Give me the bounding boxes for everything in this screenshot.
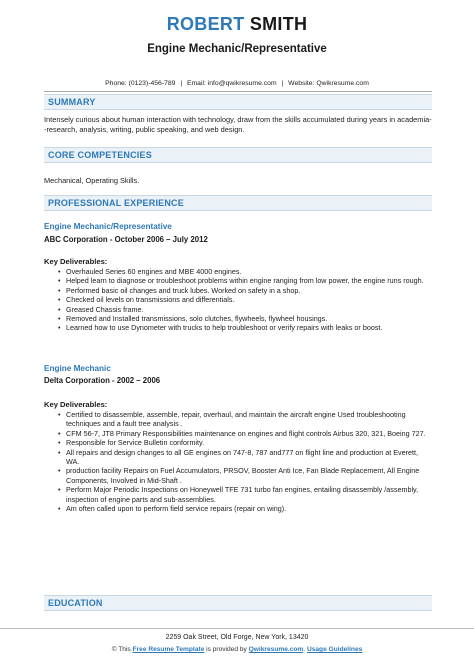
qwikresume-link[interactable]: Qwikresume.com <box>248 646 304 653</box>
list-item: • Greased Chassis frame. <box>44 305 432 314</box>
list-item: • Overhauled Series 60 engines and MBE 4000 engines. <box>44 267 432 276</box>
list-item: • Helped learn to diagnose or troubleshoot problems within engine ranging from low power, the engine runs rough. <box>44 276 432 285</box>
summary-text: Intensely curious about human interaction with technology, draw from the skills accumulated during years in academia--research, analysis, writing, public speaking, and web design. <box>44 115 432 134</box>
list-item: • Certified to disassemble, assemble, repair, overhaul, and maintain the aircraft engine Used troubleshooting techniques and a fault tree analysis . <box>44 410 432 429</box>
list-item: • production facility Repairs on Fuel Accumulators, PRSOV, Booster Anti Ice, Fan Blade Replacement, All Engine Components, Involved in Mid-Shaft . <box>44 466 432 485</box>
header-divider <box>44 91 432 92</box>
list-item: • Performed basic oil changes and truck lubes. Worked on safety in a shop. <box>44 286 432 295</box>
key-deliverables-label: Key Deliverables: <box>44 400 108 409</box>
list-item: • CFM 56-7, JT8 Primary Responsibilities maintenance on engines and flight controls Airbus 320, 321, Boeing 727. <box>44 429 432 438</box>
separator: | <box>180 80 183 87</box>
list-item: • Learned how to use Dynometer with trucks to help troubleshoot or verify repairs with leaks or boost. <box>44 323 432 332</box>
competencies-heading-bar <box>44 147 432 163</box>
job-title: Engine Mechanic/Representative <box>147 43 327 55</box>
phone-text: Phone: (0123)-456-789 <box>105 80 176 87</box>
list-item: • All repairs and design changes to all GE engines on 747-8, 787 and777 on flight line and production at Everett, WA. <box>44 448 432 467</box>
free-template-link[interactable]: Free Resume Template <box>132 646 205 653</box>
job-bullets <box>44 267 432 333</box>
list-item: • Checked oil levels on transmissions and differentials. <box>44 295 432 304</box>
list-item: • Removed and Installed transmissions, solo clutches, flywheels, flywheel housings. <box>44 314 432 323</box>
summary-heading: SUMMARY <box>48 97 96 107</box>
job-company: ABC Corporation - October 2006 – July 2012 <box>44 235 208 244</box>
email-text: Email: info@qwikresume.com <box>186 80 277 87</box>
footer-divider <box>0 628 474 629</box>
summary-heading-bar <box>44 94 432 110</box>
education-heading-bar <box>44 595 432 611</box>
job-company: Delta Corporation - 2002 – 2006 <box>44 376 161 385</box>
separator: | <box>281 80 284 87</box>
website-text: Website: Qwikresume.com <box>288 80 369 87</box>
experience-heading-bar <box>44 195 432 211</box>
job-bullets <box>44 410 432 513</box>
education-heading: EDUCATION <box>48 598 103 608</box>
list-item: • Perform Major Periodic Inspections on Honeywell TFE 731 turbo fan engines, entailing disassembly /assembly, inspection of engine parts and sub-assemblies. <box>44 485 432 504</box>
competencies-text: Mechanical, Operating Skills. <box>44 176 140 185</box>
first-name: ROBERT <box>166 14 245 34</box>
key-deliverables-label: Key Deliverables: <box>44 257 108 266</box>
copyright-text: © This <box>111 646 131 653</box>
list-item: • Responsible for Service Bulletin conformity. <box>44 438 432 447</box>
contact-line <box>0 80 474 87</box>
footer-punctuation: . <box>303 646 306 653</box>
list-item: • Am often called upon to perform field service repairs (repair on wing). <box>44 504 432 513</box>
last-name: SMITH <box>249 14 308 34</box>
experience-heading: PROFESSIONAL EXPERIENCE <box>48 198 184 208</box>
usage-guidelines-link[interactable]: Usage Guidelines <box>306 646 363 653</box>
candidate-name <box>0 14 474 35</box>
job-role: Engine Mechanic/Representative <box>44 222 172 231</box>
footer-credits <box>0 646 474 653</box>
competencies-heading: CORE COMPETENCIES <box>48 150 152 160</box>
footer-address: 2259 Oak Street, Old Forge, New York, 13420 <box>165 634 309 641</box>
job-role: Engine Mechanic <box>44 364 111 373</box>
provided-by-text: is provided by <box>206 646 247 653</box>
